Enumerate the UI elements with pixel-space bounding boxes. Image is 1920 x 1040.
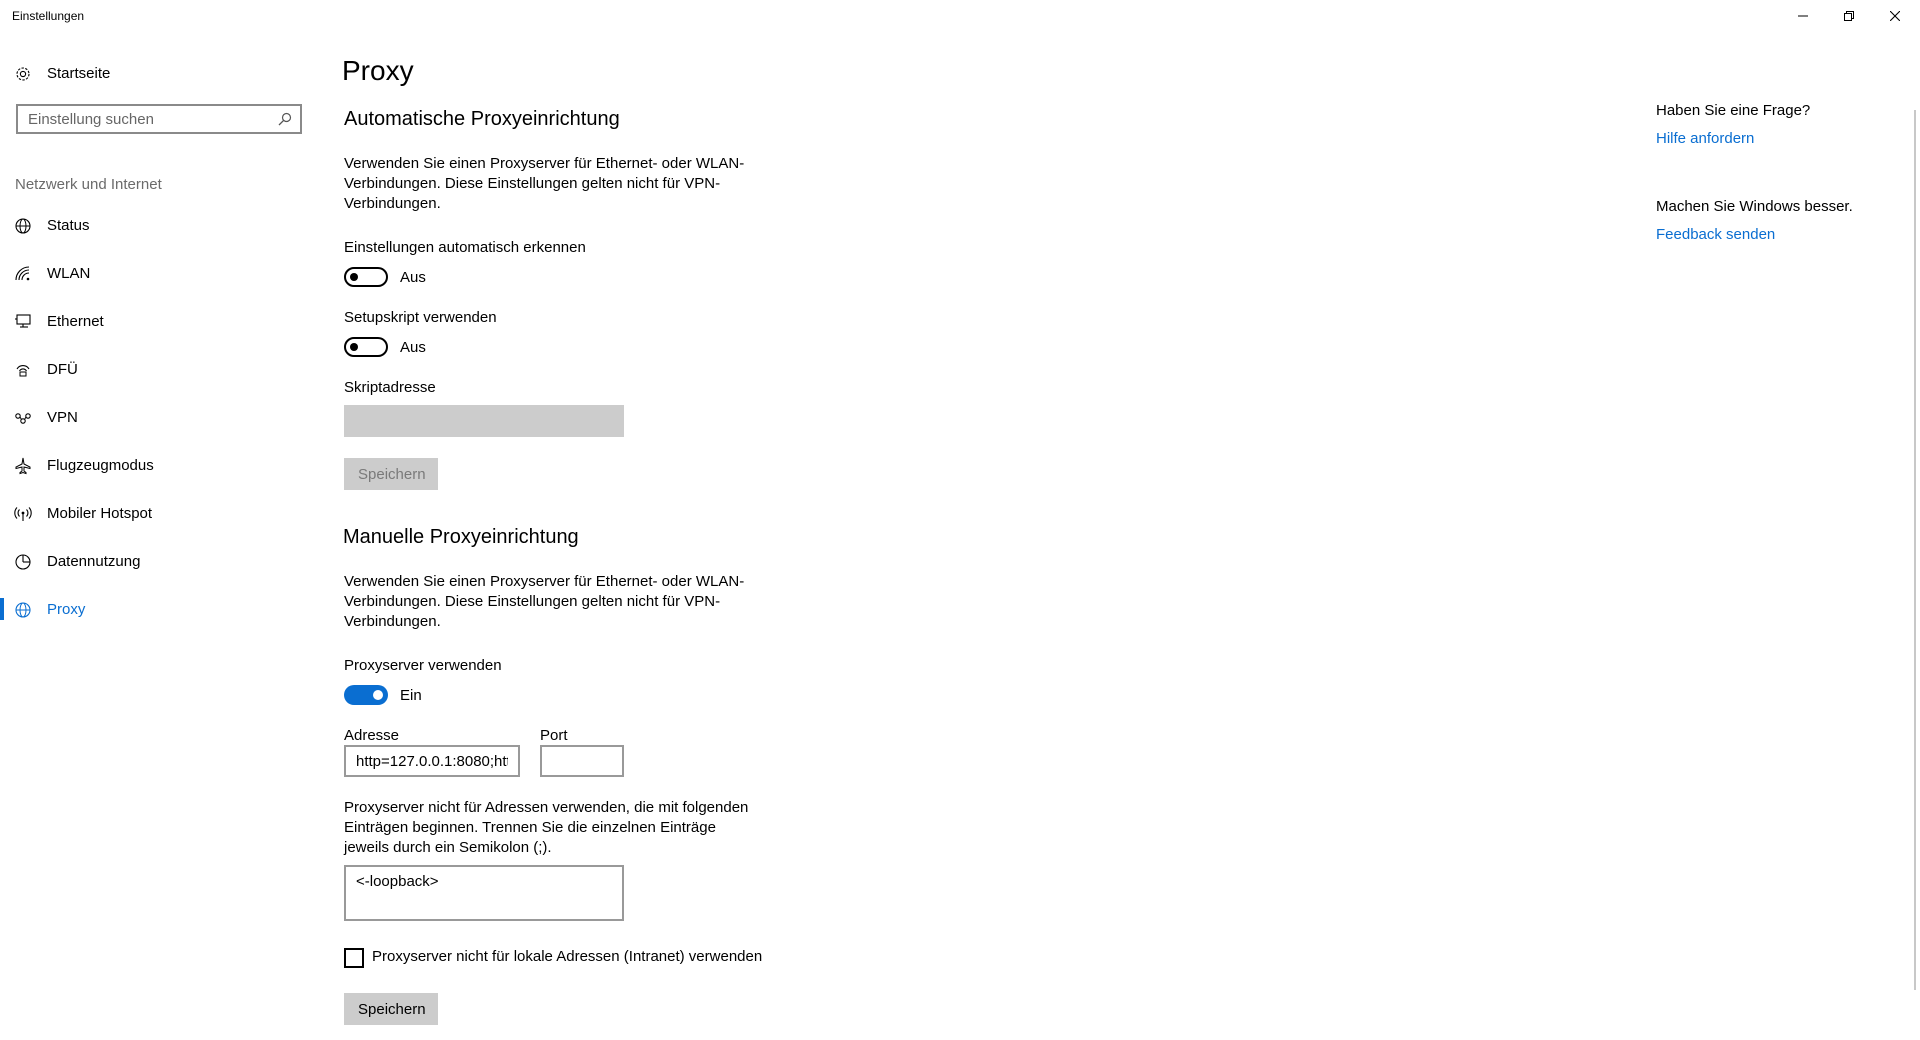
- wifi-icon: [14, 265, 32, 283]
- setup-script-state: Aus: [400, 339, 426, 356]
- page-title: Proxy: [342, 55, 414, 86]
- auto-proxy-description: Verwenden Sie einen Proxyserver für Ethernet- oder WLAN-Verbindungen. Diese Einstellungen gelten nicht für VPN-Verbindungen.: [344, 155, 745, 212]
- search-input[interactable]: [28, 106, 268, 132]
- gear-icon: [14, 65, 32, 83]
- restore-button[interactable]: [1826, 0, 1872, 32]
- use-proxy-label: Proxyserver verwenden: [344, 657, 502, 674]
- sidebar-item-dfu[interactable]: [0, 349, 330, 389]
- sidebar-item-label: Ethernet: [47, 312, 104, 330]
- local-addresses-checkbox[interactable]: [344, 948, 364, 968]
- sidebar-item-vpn[interactable]: [0, 397, 330, 437]
- sidebar-item-label: VPN: [47, 408, 78, 426]
- hotspot-icon: [14, 505, 32, 523]
- scrollbar[interactable]: [1914, 110, 1916, 990]
- toggle-knob: [350, 273, 358, 281]
- close-icon: [1890, 11, 1900, 21]
- sidebar-item-status[interactable]: [0, 205, 330, 245]
- address-label: Adresse: [344, 727, 400, 744]
- local-addresses-label: Proxyserver nicht für lokale Adressen (Intranet) verwenden: [372, 948, 763, 965]
- auto-detect-state: Aus: [400, 269, 426, 286]
- toggle-knob: [373, 690, 383, 700]
- sidebar-item-label: Flugzeugmodus: [47, 456, 154, 474]
- manual-proxy-description: Verwenden Sie einen Proxyserver für Ethernet- oder WLAN-Verbindungen. Diese Einstellungen gelten nicht für VPN-Verbindungen.: [344, 573, 745, 630]
- port-label: Port: [540, 727, 568, 744]
- minimize-button[interactable]: [1780, 0, 1826, 32]
- question-heading: Haben Sie eine Frage?: [1656, 102, 1811, 119]
- sidebar-item-label: Status: [47, 216, 90, 234]
- use-proxy-state: Ein: [400, 687, 422, 704]
- data-usage-icon: [14, 553, 32, 571]
- use-proxy-toggle[interactable]: [344, 685, 388, 705]
- sidebar-item-flugzeugmodus[interactable]: [0, 445, 330, 485]
- ethernet-icon: [14, 313, 32, 331]
- port-input[interactable]: [540, 745, 624, 777]
- setup-script-toggle[interactable]: [344, 337, 388, 357]
- airplane-icon: [14, 457, 32, 475]
- exceptions-description: Proxyserver nicht für Adressen verwenden, die mit folgenden Einträgen beginnen. Trennen Sie die einzelnen Einträge jeweils durch ein Semikolon (;).: [344, 799, 749, 856]
- improve-heading: Machen Sie Windows besser.: [1656, 198, 1853, 215]
- sidebar-section-label: Netzwerk und Internet: [15, 176, 162, 193]
- help-link[interactable]: Hilfe anfordern: [1656, 130, 1755, 147]
- manual-save-button[interactable]: Speichern: [344, 993, 438, 1025]
- sidebar-item-hotspot[interactable]: [0, 493, 330, 533]
- exceptions-textarea[interactable]: [344, 865, 624, 921]
- script-address-input[interactable]: [344, 405, 624, 437]
- sidebar-item-wlan[interactable]: [0, 253, 330, 293]
- setup-script-label: Setupskript verwenden: [344, 309, 497, 326]
- window-title: Einstellungen: [12, 9, 85, 23]
- sidebar-item-label: DFÜ: [47, 360, 78, 378]
- manual-proxy-heading: Manuelle Proxyeinrichtung: [343, 526, 579, 548]
- sidebar-item-proxy[interactable]: [0, 589, 330, 629]
- sidebar-item-datennutzung[interactable]: [0, 541, 330, 581]
- home-nav-item[interactable]: [0, 53, 330, 93]
- dialup-icon: [14, 361, 32, 379]
- feedback-link[interactable]: Feedback senden: [1656, 226, 1776, 243]
- script-address-label: Skriptadresse: [344, 379, 436, 396]
- sidebar-item-label: Mobiler Hotspot: [47, 504, 153, 522]
- sidebar-item-label: Datennutzung: [47, 552, 141, 570]
- restore-icon: [1844, 11, 1854, 21]
- sidebar-item-label: Proxy: [47, 600, 86, 618]
- status-globe-icon: [14, 217, 32, 235]
- home-label: Startseite: [47, 64, 111, 82]
- close-button[interactable]: [1872, 0, 1918, 32]
- address-input[interactable]: [344, 745, 520, 777]
- sidebar-item-ethernet[interactable]: [0, 301, 330, 341]
- auto-detect-toggle[interactable]: [344, 267, 388, 287]
- vpn-icon: [14, 409, 32, 427]
- search-icon: [278, 112, 292, 126]
- sidebar-item-label: WLAN: [47, 264, 91, 282]
- toggle-knob: [350, 343, 358, 351]
- auto-save-button[interactable]: Speichern: [344, 458, 438, 490]
- title-bar: [0, 0, 1920, 32]
- auto-proxy-heading: Automatische Proxyeinrichtung: [344, 108, 620, 130]
- search-box[interactable]: [16, 104, 302, 134]
- minimize-icon: [1798, 11, 1808, 21]
- auto-detect-label: Einstellungen automatisch erkennen: [344, 239, 586, 256]
- globe-icon: [14, 601, 32, 619]
